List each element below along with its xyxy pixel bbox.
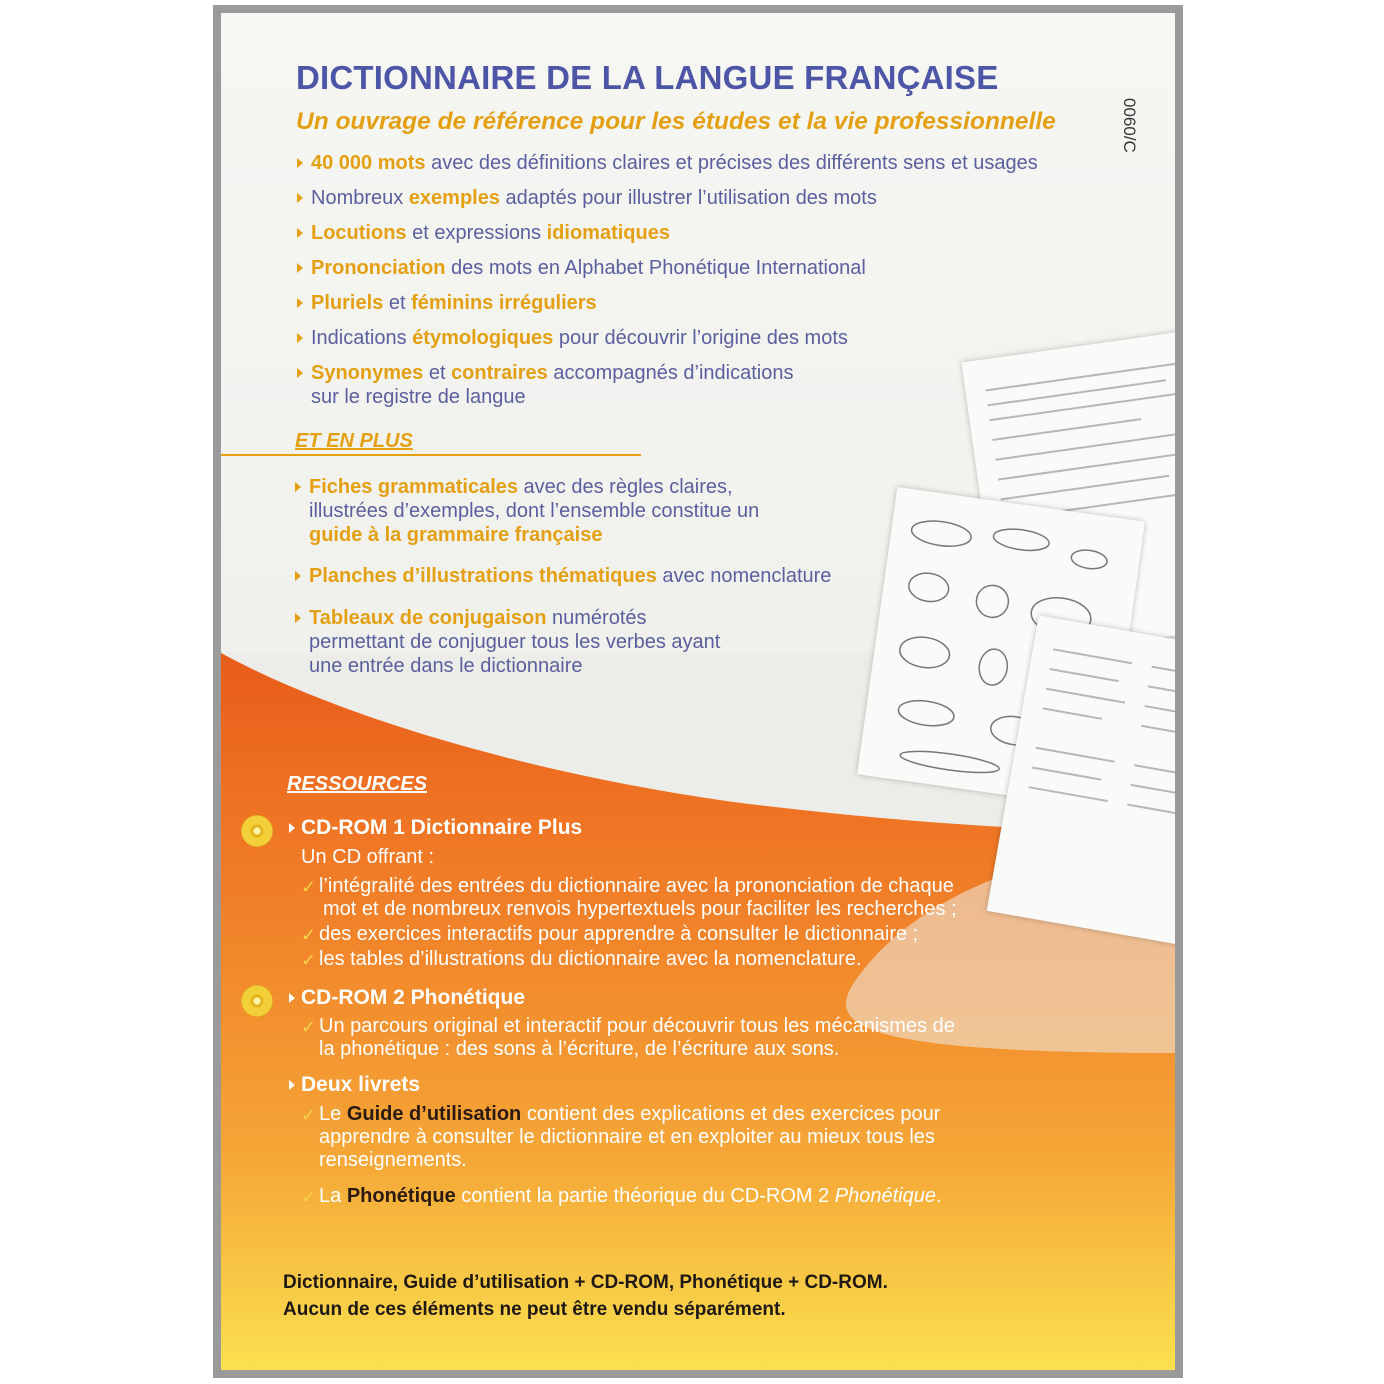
cd1-intro: Un CD offrant : xyxy=(301,846,435,868)
bullet-arrow-icon xyxy=(297,333,303,343)
check-icon: ✓ xyxy=(301,1105,317,1125)
feature-item: Indications étymologiques pour découvrir l’origine des mots xyxy=(311,327,848,349)
cd1-title: CD-ROM 1 Dictionnaire Plus xyxy=(301,816,583,839)
bullet-arrow-icon xyxy=(295,571,301,581)
check-icon: ✓ xyxy=(301,950,317,970)
side-code: 0060/C xyxy=(1120,98,1139,153)
bullet-arrow-icon xyxy=(289,1080,295,1090)
resources-heading: RESSOURCES xyxy=(287,773,428,795)
plus-divider xyxy=(221,454,641,456)
back-cover xyxy=(221,13,1175,1370)
footer-contents: Dictionnaire, Guide d’utilisation + CD-ROM, Phonétique + CD-ROM. xyxy=(283,1272,888,1293)
feature-item: Nombreux exemples adaptés pour illustrer l’utilisation des mots xyxy=(311,187,877,209)
plus-heading: ET EN PLUS xyxy=(295,430,413,452)
bullet-arrow-icon xyxy=(297,263,303,273)
bullet-arrow-icon xyxy=(297,368,303,378)
check-icon: ✓ xyxy=(301,1017,317,1037)
cd-rom-icon xyxy=(241,815,273,847)
cd2-title: CD-ROM 2 Phonétique xyxy=(301,986,525,1009)
cd1-item: les tables d’illustrations du dictionnaire avec la nomenclature. xyxy=(319,948,862,970)
check-icon: ✓ xyxy=(301,877,317,897)
plus-item: Fiches grammaticales avec des règles claires, illustrées d’exemples, dont l’ensemble constitue un guide à la grammaire française xyxy=(309,476,760,546)
livret-item-phonetique: La Phonétique contient la partie théorique du CD-ROM 2 Phonétique. xyxy=(319,1185,942,1207)
bullet-arrow-icon xyxy=(297,158,303,168)
plus-item: Tableaux de conjugaison numérotés permettant de conjuguer tous les verbes ayant une entrée dans le dictionnaire xyxy=(309,607,721,677)
check-icon: ✓ xyxy=(301,925,317,945)
feature-item: Pluriels et féminins irréguliers xyxy=(311,292,597,314)
product-box xyxy=(213,5,1183,1378)
cd2-item: Un parcours original et interactif pour découvrir tous les mécanismes de la phonétique : des sons à l’écriture, de l’écriture aux sons. xyxy=(319,1015,955,1060)
bullet-arrow-icon xyxy=(295,482,301,492)
bullet-arrow-icon xyxy=(297,228,303,238)
cd1-item: des exercices interactifs pour apprendre à consulter le dictionnaire ; xyxy=(319,923,919,945)
cd-rom-icon xyxy=(241,985,273,1017)
feature-item: Locutions et expressions idiomatiques xyxy=(311,222,670,244)
plus-item: Planches d’illustrations thématiques avec nomenclature xyxy=(309,565,832,587)
bullet-arrow-icon xyxy=(297,298,303,308)
footer-notice: Aucun de ces éléments ne peut être vendu séparément. xyxy=(283,1299,786,1320)
bullet-arrow-icon xyxy=(289,823,295,833)
bullet-arrow-icon xyxy=(297,193,303,203)
page-title: DICTIONNAIRE DE LA LANGUE FRANÇAISE xyxy=(296,59,999,96)
livret-item-guide: Le Guide d’utilisation contient des explications et des exercices pour apprendre à consulter le dictionnaire et en exploiter au mieux tous les renseignements. xyxy=(319,1103,941,1171)
check-icon: ✓ xyxy=(301,1187,317,1207)
livrets-title: Deux livrets xyxy=(301,1073,421,1096)
bullet-arrow-icon xyxy=(289,993,295,1003)
feature-item: 40 000 mots avec des définitions claires et précises des différents sens et usages xyxy=(311,152,1038,174)
feature-item: Prononciation des mots en Alphabet Phonétique International xyxy=(311,257,866,279)
feature-item: Synonymes et contraires accompagnés d’indications sur le registre de langue xyxy=(311,362,794,408)
subtitle: Un ouvrage de référence pour les études et la vie professionnelle xyxy=(296,108,1056,135)
cd1-item: l’intégralité des entrées du dictionnaire avec la prononciation de chaque mot et de nombreux renvois hypertextuels pour faciliter les recherches ; xyxy=(319,875,957,920)
bullet-arrow-icon xyxy=(295,613,301,623)
